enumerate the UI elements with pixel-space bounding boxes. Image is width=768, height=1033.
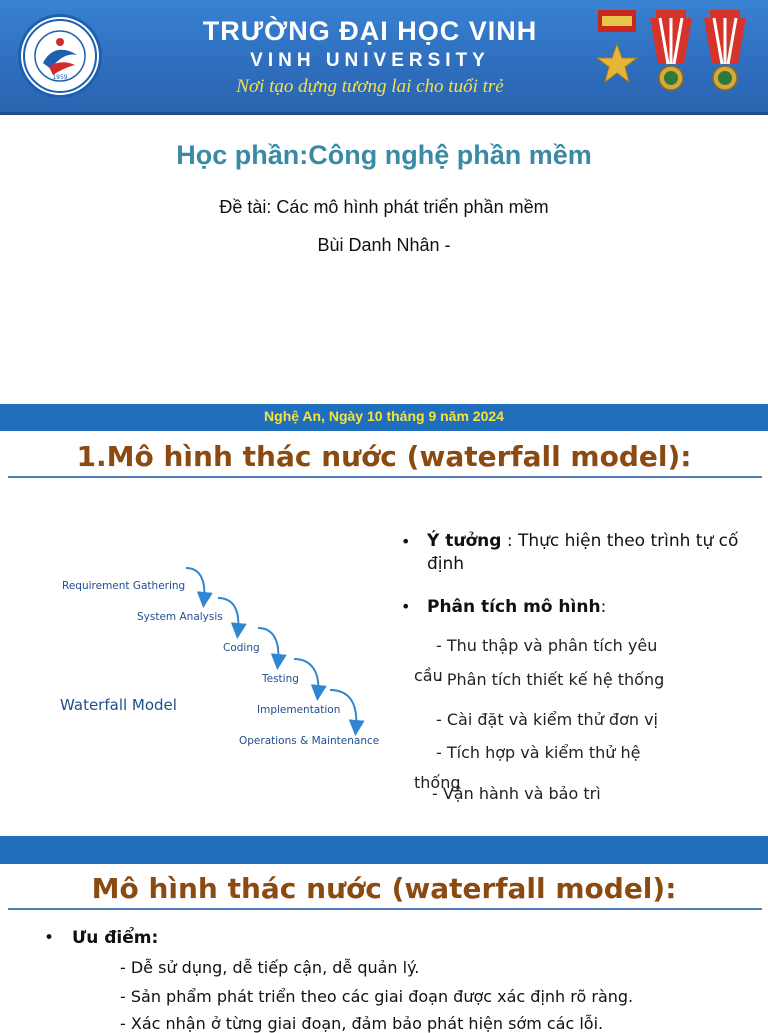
bullet-idea-text: : Thực hiện theo trình tự cố định <box>427 531 739 574</box>
logo-year: 1959 <box>52 74 68 81</box>
waterfall-step: Testing <box>262 673 299 685</box>
bullet-idea <box>401 530 761 576</box>
waterfall-diagram <box>50 556 390 756</box>
medal-icon <box>646 10 696 96</box>
slide2-title: 1.Mô hình thác nước (waterfall model): <box>76 440 692 473</box>
university-name: TRƯỜNG ĐẠI HỌC VINH <box>202 16 538 46</box>
advantage-item: - Xác nhận ở từng giai đoạn, đảm bảo phát hiện sớm các lỗi. <box>120 1014 604 1033</box>
slide3-title: Mô hình thác nước (waterfall model): <box>91 872 677 905</box>
analysis-step: - Tích hợp và kiểm thử hệ <box>436 743 641 762</box>
bullet-icon: • <box>401 532 411 551</box>
topic-text: Đề tài: Các mô hình phát triển phần mềm <box>219 197 549 217</box>
bullet-icon: • <box>44 928 55 948</box>
bullet-analysis-colon: : <box>600 597 607 617</box>
waterfall-label: Waterfall Model <box>60 696 177 714</box>
waterfall-step: Requirement Gathering <box>62 580 186 592</box>
slide3-title-rule <box>8 908 762 910</box>
vinh-university-logo-icon <box>18 14 102 98</box>
waterfall-step: Operations & Maintenance <box>239 735 380 747</box>
advantages-heading <box>44 928 158 948</box>
bullet-icon: • <box>401 597 411 616</box>
medal-icon <box>700 10 750 96</box>
bullet-analysis-label: Phân tích mô hình <box>427 597 601 617</box>
author-text: Bùi Danh Nhân - <box>317 235 451 255</box>
bullet-idea-label: Ý tưởng <box>427 531 502 551</box>
gold-star-medal-icon <box>592 10 642 96</box>
analysis-step: - Thu thập và phân tích yêu <box>436 636 658 655</box>
advantage-item: - Dễ sử dụng, dễ tiếp cận, dễ quản lý. <box>120 958 420 977</box>
waterfall-step: Coding <box>223 642 260 654</box>
advantages-heading-label: Ưu điểm: <box>72 928 159 948</box>
slide-separator-bar <box>0 836 768 864</box>
analysis-step-wrap: thống <box>414 773 461 792</box>
university-slogan: Nơi tạo dựng tương lai cho tuổi trẻ <box>236 76 504 97</box>
university-name-en: VINH UNIVERSITY <box>250 50 490 71</box>
analysis-step: - Phân tích thiết kế hệ thống <box>436 670 665 689</box>
analysis-step: - Vận hành và bảo trì <box>432 784 601 803</box>
waterfall-step: Implementation <box>257 704 341 716</box>
analysis-step: - Cài đặt và kiểm thử đơn vị <box>436 710 658 729</box>
advantage-item: - Sản phẩm phát triển theo các giai đoạn được xác định rõ ràng. <box>120 987 634 1006</box>
date-text: Nghệ An, Ngày 10 tháng 9 năm 2024 <box>264 408 504 424</box>
bullet-analysis <box>401 597 761 617</box>
header-divider <box>0 112 768 115</box>
analysis-step-wrap: cầu <box>414 666 443 685</box>
waterfall-step: System Analysis <box>137 611 223 623</box>
slide2-title-rule <box>8 476 762 478</box>
course-title: Học phần:Công nghệ phần mềm <box>176 140 592 170</box>
